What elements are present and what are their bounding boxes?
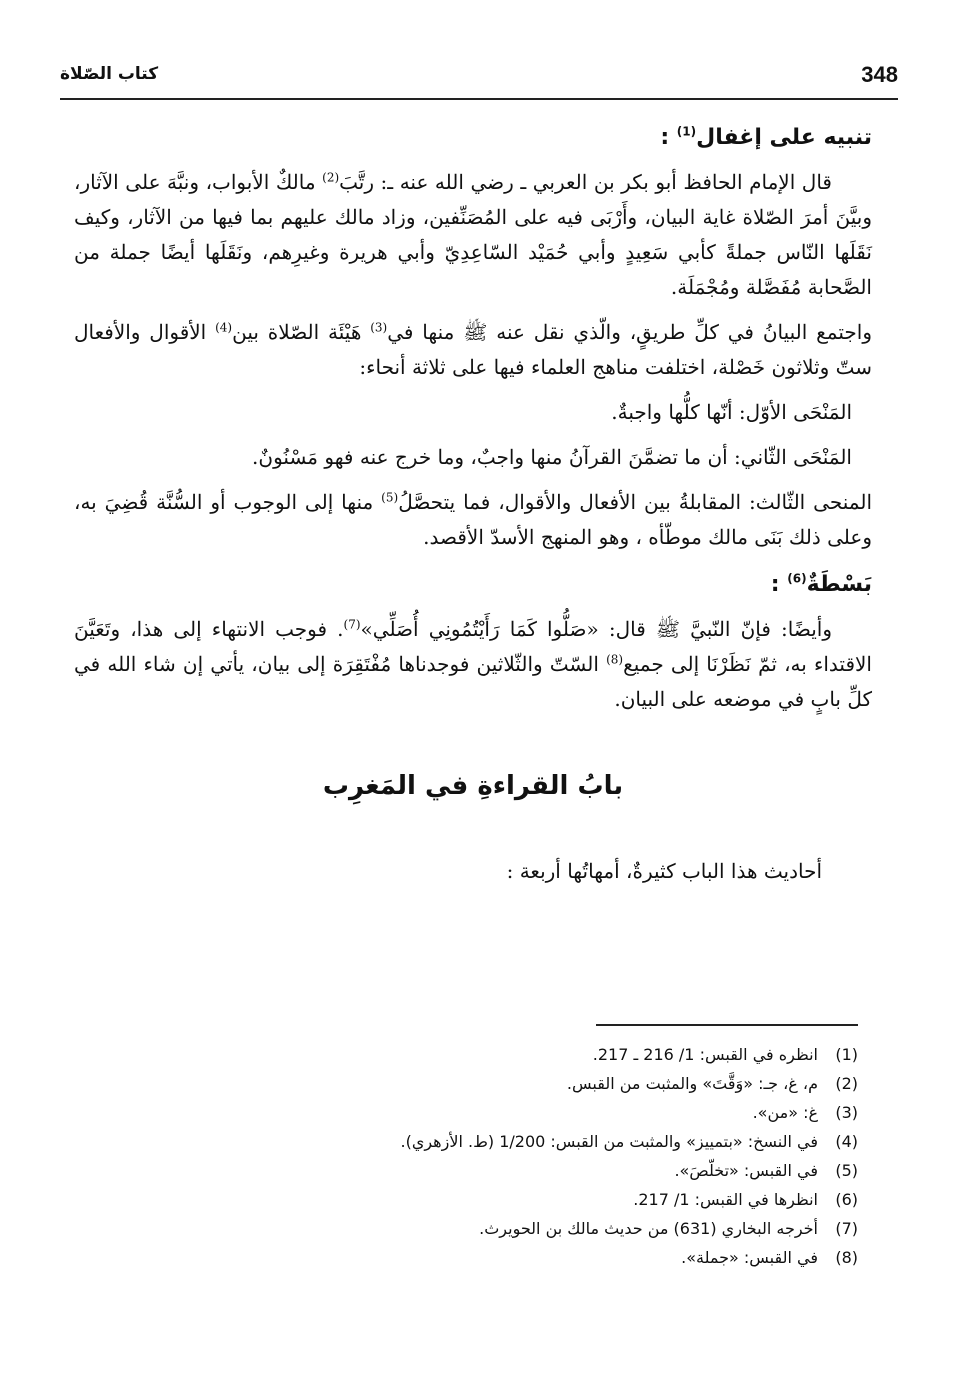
footnote-text: في النسخ: «بتمييز» والمثبت من القبس: 1/200 (ط. الأزهري). <box>400 1132 818 1151</box>
section-heading-elaboration: بَسْطَةٌ$^{(6)}$ : <box>770 571 872 597</box>
footnote-ref: (8) <box>606 652 624 667</box>
footnote-text: انظره في القبس: 1/ 216 ـ 217. <box>592 1045 818 1064</box>
footnote-text: في القبس: «تخلّصَ». <box>674 1161 818 1180</box>
page-number: 348 <box>861 62 898 87</box>
footnote-number: (4) <box>835 1132 858 1151</box>
footnotes <box>298 1040 858 1272</box>
section-heading-notice: تنبيه على إغفال$^{(1)}$ : <box>660 124 872 150</box>
footnote <box>298 1243 858 1272</box>
main-text <box>74 108 872 889</box>
paragraph: واجتمع البيانُ في كلِّ طريقٍ، والّذي نقل عنه ﷺ منها في$^{(3)}$ هَيْئَة الصّلاة بين$^{(4)}$ الأقوال والأفعال ستّ وثلاثون خَصْلة، اختلفت مناهج العلماء فيها على ثلاثة أنحاء: <box>74 320 872 379</box>
footnote <box>298 1040 858 1069</box>
running-title: كتاب الصّلاة <box>60 64 159 84</box>
footnote-number: (8) <box>835 1248 858 1267</box>
paragraph: قال الإمام الحافظ أبو بكر بن العربي ـ رضي الله عنه ـ: رتَّبَ$^{(2)}$ مالكٌ الأبواب، ونبَّهَ على الآثار، وبيَّنَ أمرَ الصّلاة غاية البيان، وأَرْبَى فيه على المُصَنِّفين، وزاد مالك عليهم بما فيها من الآثار، وكيف نَقَلَها النّاس جملةً كأبي سَعِيدٍ وأبي حُمَيْد السّاعِدِيّ وأبي هريرة وغيرِهم، ونَقَلَها أيضًا جملة من الصَّحابة مُفَصَّلة ومُجْمَلَة. <box>74 170 872 299</box>
footnote-text: غ: «من». <box>752 1103 818 1122</box>
paragraph: المنحى الثّالث: المقابلةُ بين الأفعال والأقوال، فما يتحصَّلُ$^{(5)}$ منها إلى الوجوب أو السُّنَّة قُضِيَ به، وعلى ذلك بَنَى مالك موطّأه ، وهو المنهج الأسدّ الأقصد. <box>74 490 872 549</box>
footnote-ref: (6) <box>787 571 807 586</box>
footnote-number: (7) <box>835 1219 858 1238</box>
footnote-number: (1) <box>835 1045 858 1064</box>
footnote-text: أخرجه البخاري (631) من حديث مالك بن الحويرث. <box>479 1219 818 1238</box>
paragraph-item: المَنْحَى الثّاني: أن ما تضمَّنَ القرآنُ منها واجبٌ، وما خرج عنه فهو مَسْنُونٌ. <box>252 445 852 469</box>
chapter-title: بابُ القراءةِ في المَغرِب <box>322 771 624 801</box>
footnote-number: (2) <box>835 1074 858 1093</box>
paragraph: وأيضًا: فإنّ النّبيَّ ﷺ قال: «صَلُّوا كَمَا رَأَيْتُمُونِي أُصَلِّي»$^{(7)}$. فوجب الانتهاء إلى هذا، وتَعَيَّنَ الاقتداء به، ثمّ نَظَرْنَا إلى جميع$^{(8)}$ السّتّ والثّلاثين فوجدناها مُفْتَقِرَة إلى بيان، يأتي إن شاء الله في كلِّ بابٍ في موضعه على البيان. <box>74 617 872 711</box>
footnote <box>298 1069 858 1098</box>
paragraph-item: المَنْحَى الأوّل: أنّها كلُّها واجبةٌ. <box>611 400 852 424</box>
footnote <box>298 1156 858 1185</box>
footnote-divider <box>596 1024 858 1026</box>
footnote-number: (6) <box>835 1190 858 1209</box>
footnote-ref: (5) <box>381 490 399 505</box>
footnote-ref: (4) <box>215 320 233 335</box>
footnote <box>298 1098 858 1127</box>
footnote <box>298 1185 858 1214</box>
footnote-ref: (1) <box>676 124 697 139</box>
page-header <box>60 62 898 96</box>
footnote-ref: (3) <box>370 320 388 335</box>
footnote-text: م، غ، جـ: «وَقَّتَ» والمثبت من القبس. <box>566 1074 818 1093</box>
footnote-ref: (2) <box>322 170 340 185</box>
footnote-number: (3) <box>835 1103 858 1122</box>
footnote-number: (5) <box>835 1161 858 1180</box>
footnote <box>298 1127 858 1156</box>
footnote <box>298 1214 858 1243</box>
footnote-ref: (7) <box>343 617 361 632</box>
footnote-text: انظرها في القبس: 1/ 217. <box>633 1190 818 1209</box>
chapter-intro: أحاديث هذا الباب كثيرةٌ، أمهاتُها أربعة : <box>506 859 822 883</box>
header-divider <box>60 98 898 100</box>
footnote-text: في القبس: «جملة». <box>681 1248 818 1267</box>
